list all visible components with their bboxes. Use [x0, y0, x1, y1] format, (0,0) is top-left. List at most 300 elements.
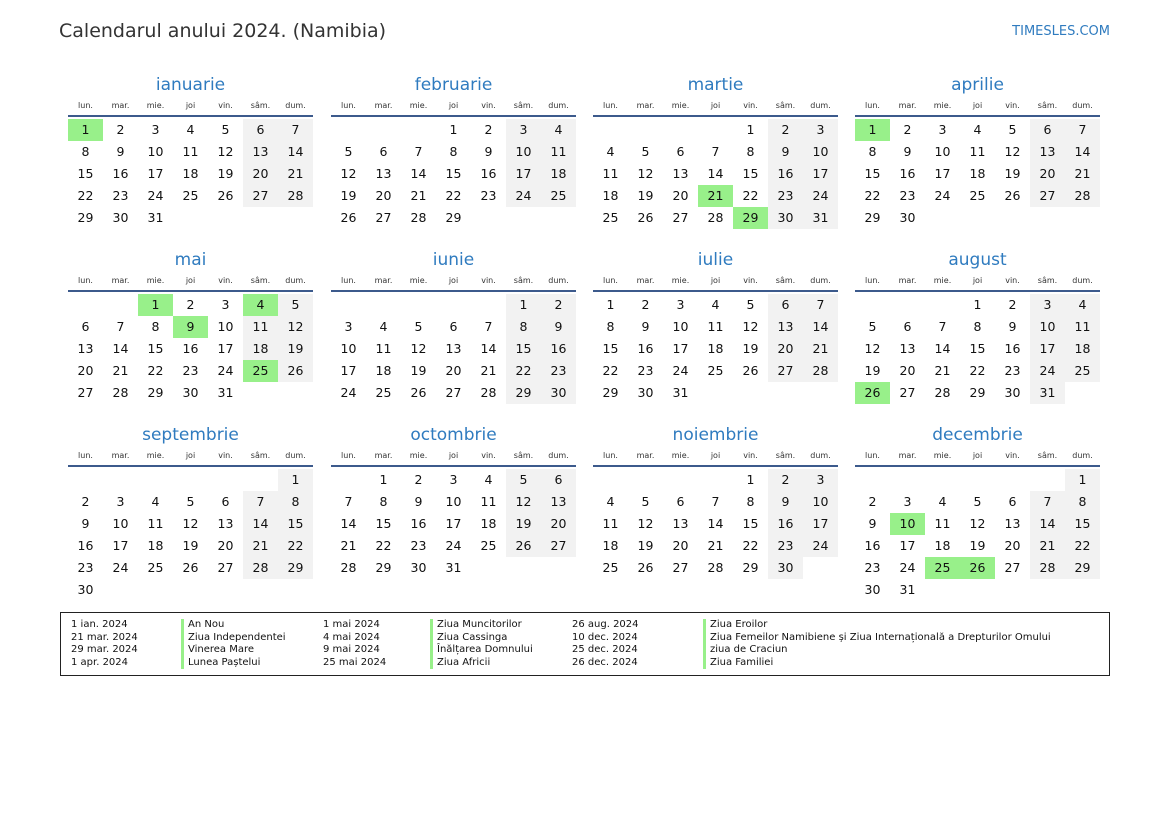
day-cell[interactable]: 11 [602, 166, 619, 181]
day-cell[interactable]: 24 [445, 538, 462, 553]
day-cell[interactable]: 3 [676, 297, 685, 312]
day-cell[interactable]: 28 [934, 385, 951, 400]
day-cell[interactable]: 13 [672, 516, 689, 531]
day-cell[interactable]: 4 [151, 494, 160, 509]
day-cell[interactable]: 2 [1008, 297, 1017, 312]
day-cell[interactable]: 3 [449, 472, 458, 487]
day-cell[interactable]: 2 [641, 297, 650, 312]
day-cell[interactable]: 14 [112, 341, 129, 356]
day-cell[interactable]: 30 [410, 560, 427, 575]
day-cell[interactable]: 10 [1030, 316, 1065, 338]
day-cell[interactable]: 29 [375, 560, 392, 575]
day-cell[interactable]: 5 [1008, 122, 1017, 137]
holiday-day[interactable]: 25 [925, 557, 960, 579]
day-cell[interactable]: 20 [217, 538, 234, 553]
day-cell[interactable]: 13 [768, 316, 803, 338]
day-cell[interactable]: 5 [414, 319, 423, 334]
day-cell[interactable]: 8 [506, 316, 541, 338]
day-cell[interactable]: 9 [414, 494, 423, 509]
day-cell[interactable]: 22 [602, 363, 619, 378]
day-cell[interactable]: 28 [243, 557, 278, 579]
day-cell[interactable]: 6 [1030, 119, 1065, 141]
day-cell[interactable]: 31 [899, 582, 916, 597]
day-cell[interactable]: 15 [742, 516, 759, 531]
day-cell[interactable]: 15 [602, 341, 619, 356]
day-cell[interactable]: 9 [768, 141, 803, 163]
day-cell[interactable]: 28 [1030, 557, 1065, 579]
day-cell[interactable]: 17 [899, 538, 916, 553]
day-cell[interactable]: 26 [278, 360, 313, 382]
day-cell[interactable]: 11 [541, 141, 576, 163]
day-cell[interactable]: 13 [445, 341, 462, 356]
day-cell[interactable]: 2 [903, 122, 912, 137]
day-cell[interactable]: 26 [217, 188, 234, 203]
day-cell[interactable]: 10 [803, 141, 838, 163]
day-cell[interactable]: 22 [864, 188, 881, 203]
day-cell[interactable]: 9 [484, 144, 493, 159]
day-cell[interactable]: 29 [864, 210, 881, 225]
day-cell[interactable]: 31 [147, 210, 164, 225]
day-cell[interactable]: 14 [340, 516, 357, 531]
day-cell[interactable]: 6 [449, 319, 458, 334]
day-cell[interactable]: 4 [606, 494, 615, 509]
day-cell[interactable]: 5 [221, 122, 230, 137]
day-cell[interactable]: 27 [1004, 560, 1021, 575]
day-cell[interactable]: 6 [903, 319, 912, 334]
day-cell[interactable]: 16 [480, 166, 497, 181]
day-cell[interactable]: 25 [375, 385, 392, 400]
day-cell[interactable]: 8 [379, 494, 388, 509]
holiday-day[interactable]: 10 [890, 513, 925, 535]
day-cell[interactable]: 29 [278, 557, 313, 579]
day-cell[interactable]: 25 [182, 188, 199, 203]
day-cell[interactable]: 4 [938, 494, 947, 509]
day-cell[interactable]: 18 [934, 538, 951, 553]
day-cell[interactable]: 21 [410, 188, 427, 203]
day-cell[interactable]: 13 [899, 341, 916, 356]
day-cell[interactable]: 1 [278, 469, 313, 491]
day-cell[interactable]: 26 [637, 560, 654, 575]
day-cell[interactable]: 18 [480, 516, 497, 531]
day-cell[interactable]: 10 [934, 144, 951, 159]
day-cell[interactable]: 28 [410, 210, 427, 225]
day-cell[interactable]: 10 [803, 491, 838, 513]
day-cell[interactable]: 4 [606, 144, 615, 159]
day-cell[interactable]: 21 [278, 163, 313, 185]
day-cell[interactable]: 23 [864, 560, 881, 575]
day-cell[interactable]: 15 [77, 166, 94, 181]
day-cell[interactable]: 1 [506, 294, 541, 316]
day-cell[interactable]: 16 [1004, 341, 1021, 356]
day-cell[interactable]: 24 [506, 185, 541, 207]
day-cell[interactable]: 24 [672, 363, 689, 378]
day-cell[interactable]: 22 [375, 538, 392, 553]
day-cell[interactable]: 20 [1004, 538, 1021, 553]
day-cell[interactable]: 30 [864, 582, 881, 597]
day-cell[interactable]: 11 [182, 144, 199, 159]
day-cell[interactable]: 31 [217, 385, 234, 400]
day-cell[interactable]: 10 [445, 494, 462, 509]
day-cell[interactable]: 29 [77, 210, 94, 225]
day-cell[interactable]: 6 [541, 469, 576, 491]
day-cell[interactable]: 2 [541, 294, 576, 316]
day-cell[interactable]: 25 [969, 188, 986, 203]
day-cell[interactable]: 27 [672, 210, 689, 225]
holiday-day[interactable]: 25 [243, 360, 278, 382]
day-cell[interactable]: 23 [480, 188, 497, 203]
day-cell[interactable]: 11 [1065, 316, 1100, 338]
day-cell[interactable]: 23 [1004, 363, 1021, 378]
day-cell[interactable]: 15 [506, 338, 541, 360]
day-cell[interactable]: 12 [278, 316, 313, 338]
day-cell[interactable]: 26 [742, 363, 759, 378]
day-cell[interactable]: 1 [973, 297, 982, 312]
day-cell[interactable]: 24 [1030, 360, 1065, 382]
day-cell[interactable]: 22 [77, 188, 94, 203]
day-cell[interactable]: 3 [803, 469, 838, 491]
day-cell[interactable]: 19 [742, 341, 759, 356]
day-cell[interactable]: 1 [746, 472, 755, 487]
holiday-day[interactable]: 1 [138, 294, 173, 316]
day-cell[interactable]: 25 [541, 185, 576, 207]
day-cell[interactable]: 15 [1065, 513, 1100, 535]
day-cell[interactable]: 21 [1030, 535, 1065, 557]
day-cell[interactable]: 4 [541, 119, 576, 141]
day-cell[interactable]: 1 [1065, 469, 1100, 491]
day-cell[interactable]: 13 [243, 141, 278, 163]
day-cell[interactable]: 29 [742, 560, 759, 575]
day-cell[interactable]: 15 [742, 166, 759, 181]
day-cell[interactable]: 14 [707, 166, 724, 181]
day-cell[interactable]: 7 [1030, 491, 1065, 513]
day-cell[interactable]: 3 [344, 319, 353, 334]
holiday-day[interactable]: 1 [68, 119, 103, 141]
day-cell[interactable]: 24 [899, 560, 916, 575]
day-cell[interactable]: 24 [803, 185, 838, 207]
day-cell[interactable]: 19 [217, 166, 234, 181]
day-cell[interactable]: 8 [746, 144, 755, 159]
day-cell[interactable]: 20 [1030, 163, 1065, 185]
day-cell[interactable]: 14 [480, 341, 497, 356]
day-cell[interactable]: 1 [379, 472, 388, 487]
day-cell[interactable]: 30 [1004, 385, 1021, 400]
day-cell[interactable]: 16 [541, 338, 576, 360]
day-cell[interactable]: 11 [707, 319, 724, 334]
day-cell[interactable]: 3 [903, 494, 912, 509]
day-cell[interactable]: 26 [637, 210, 654, 225]
day-cell[interactable]: 5 [868, 319, 877, 334]
day-cell[interactable]: 14 [803, 316, 838, 338]
day-cell[interactable]: 11 [934, 516, 951, 531]
day-cell[interactable]: 1 [606, 297, 615, 312]
day-cell[interactable]: 21 [803, 338, 838, 360]
day-cell[interactable]: 17 [803, 163, 838, 185]
day-cell[interactable]: 16 [182, 341, 199, 356]
day-cell[interactable]: 9 [541, 316, 576, 338]
day-cell[interactable]: 5 [278, 294, 313, 316]
day-cell[interactable]: 31 [1030, 382, 1065, 404]
day-cell[interactable]: 20 [243, 163, 278, 185]
day-cell[interactable]: 29 [147, 385, 164, 400]
day-cell[interactable]: 19 [864, 363, 881, 378]
day-cell[interactable]: 19 [637, 188, 654, 203]
day-cell[interactable]: 29 [602, 385, 619, 400]
day-cell[interactable]: 17 [112, 538, 129, 553]
day-cell[interactable]: 15 [147, 341, 164, 356]
day-cell[interactable]: 4 [711, 297, 720, 312]
day-cell[interactable]: 19 [410, 363, 427, 378]
day-cell[interactable]: 16 [768, 163, 803, 185]
day-cell[interactable]: 14 [278, 141, 313, 163]
day-cell[interactable]: 6 [676, 144, 685, 159]
day-cell[interactable]: 16 [768, 513, 803, 535]
day-cell[interactable]: 23 [768, 185, 803, 207]
day-cell[interactable]: 11 [243, 316, 278, 338]
day-cell[interactable]: 29 [1065, 557, 1100, 579]
day-cell[interactable]: 27 [243, 185, 278, 207]
day-cell[interactable]: 17 [672, 341, 689, 356]
holiday-day[interactable]: 26 [855, 382, 890, 404]
day-cell[interactable]: 13 [77, 341, 94, 356]
day-cell[interactable]: 13 [1030, 141, 1065, 163]
day-cell[interactable]: 16 [864, 538, 881, 553]
holiday-day[interactable]: 9 [173, 316, 208, 338]
day-cell[interactable]: 12 [969, 516, 986, 531]
day-cell[interactable]: 28 [278, 185, 313, 207]
day-cell[interactable]: 31 [445, 560, 462, 575]
day-cell[interactable]: 6 [768, 294, 803, 316]
day-cell[interactable]: 2 [768, 469, 803, 491]
day-cell[interactable]: 12 [340, 166, 357, 181]
day-cell[interactable]: 11 [602, 516, 619, 531]
day-cell[interactable]: 24 [147, 188, 164, 203]
day-cell[interactable]: 19 [182, 538, 199, 553]
day-cell[interactable]: 2 [81, 494, 90, 509]
day-cell[interactable]: 15 [278, 513, 313, 535]
day-cell[interactable]: 25 [602, 210, 619, 225]
day-cell[interactable]: 3 [151, 122, 160, 137]
day-cell[interactable]: 5 [186, 494, 195, 509]
day-cell[interactable]: 19 [278, 338, 313, 360]
day-cell[interactable]: 6 [676, 494, 685, 509]
day-cell[interactable]: 27 [217, 560, 234, 575]
day-cell[interactable]: 6 [243, 119, 278, 141]
day-cell[interactable]: 7 [938, 319, 947, 334]
day-cell[interactable]: 18 [182, 166, 199, 181]
day-cell[interactable]: 16 [112, 166, 129, 181]
day-cell[interactable]: 19 [506, 513, 541, 535]
day-cell[interactable]: 15 [969, 341, 986, 356]
day-cell[interactable]: 30 [899, 210, 916, 225]
day-cell[interactable]: 26 [340, 210, 357, 225]
day-cell[interactable]: 7 [414, 144, 423, 159]
day-cell[interactable]: 22 [445, 188, 462, 203]
day-cell[interactable]: 13 [541, 491, 576, 513]
day-cell[interactable]: 18 [602, 188, 619, 203]
day-cell[interactable]: 29 [445, 210, 462, 225]
day-cell[interactable]: 10 [340, 341, 357, 356]
day-cell[interactable]: 24 [803, 535, 838, 557]
day-cell[interactable]: 12 [182, 516, 199, 531]
day-cell[interactable]: 4 [484, 472, 493, 487]
day-cell[interactable]: 17 [506, 163, 541, 185]
day-cell[interactable]: 28 [340, 560, 357, 575]
day-cell[interactable]: 14 [1065, 141, 1100, 163]
day-cell[interactable]: 4 [1065, 294, 1100, 316]
day-cell[interactable]: 6 [221, 494, 230, 509]
day-cell[interactable]: 29 [969, 385, 986, 400]
day-cell[interactable]: 22 [278, 535, 313, 557]
day-cell[interactable]: 14 [707, 516, 724, 531]
day-cell[interactable]: 14 [243, 513, 278, 535]
holiday-day[interactable]: 1 [855, 119, 890, 141]
day-cell[interactable]: 14 [934, 341, 951, 356]
day-cell[interactable]: 3 [1030, 294, 1065, 316]
day-cell[interactable]: 18 [1065, 338, 1100, 360]
day-cell[interactable]: 6 [379, 144, 388, 159]
day-cell[interactable]: 9 [1008, 319, 1017, 334]
day-cell[interactable]: 17 [1030, 338, 1065, 360]
day-cell[interactable]: 23 [410, 538, 427, 553]
day-cell[interactable]: 20 [672, 538, 689, 553]
day-cell[interactable]: 18 [147, 538, 164, 553]
day-cell[interactable]: 21 [1065, 163, 1100, 185]
day-cell[interactable]: 25 [480, 538, 497, 553]
day-cell[interactable]: 5 [641, 494, 650, 509]
day-cell[interactable]: 22 [969, 363, 986, 378]
day-cell[interactable]: 13 [672, 166, 689, 181]
day-cell[interactable]: 12 [637, 166, 654, 181]
day-cell[interactable]: 20 [899, 363, 916, 378]
day-cell[interactable]: 22 [742, 188, 759, 203]
day-cell[interactable]: 11 [969, 144, 986, 159]
day-cell[interactable]: 22 [1065, 535, 1100, 557]
day-cell[interactable]: 27 [899, 385, 916, 400]
day-cell[interactable]: 4 [186, 122, 195, 137]
holiday-day[interactable]: 29 [733, 207, 768, 229]
day-cell[interactable]: 4 [973, 122, 982, 137]
day-cell[interactable]: 3 [506, 119, 541, 141]
day-cell[interactable]: 20 [77, 363, 94, 378]
day-cell[interactable]: 30 [768, 557, 803, 579]
day-cell[interactable]: 8 [81, 144, 90, 159]
day-cell[interactable]: 22 [147, 363, 164, 378]
day-cell[interactable]: 30 [541, 382, 576, 404]
day-cell[interactable]: 22 [506, 360, 541, 382]
day-cell[interactable]: 12 [637, 516, 654, 531]
day-cell[interactable]: 13 [217, 516, 234, 531]
day-cell[interactable]: 4 [379, 319, 388, 334]
day-cell[interactable]: 15 [864, 166, 881, 181]
day-cell[interactable]: 30 [112, 210, 129, 225]
day-cell[interactable]: 27 [768, 360, 803, 382]
day-cell[interactable]: 30 [768, 207, 803, 229]
day-cell[interactable]: 11 [147, 516, 164, 531]
day-cell[interactable]: 9 [116, 144, 125, 159]
holiday-day[interactable]: 21 [698, 185, 733, 207]
day-cell[interactable]: 18 [243, 338, 278, 360]
day-cell[interactable]: 8 [1065, 491, 1100, 513]
day-cell[interactable]: 23 [637, 363, 654, 378]
day-cell[interactable]: 21 [480, 363, 497, 378]
day-cell[interactable]: 18 [602, 538, 619, 553]
day-cell[interactable]: 31 [803, 207, 838, 229]
day-cell[interactable]: 20 [445, 363, 462, 378]
day-cell[interactable]: 1 [449, 122, 458, 137]
day-cell[interactable]: 15 [445, 166, 462, 181]
day-cell[interactable]: 7 [278, 119, 313, 141]
day-cell[interactable]: 25 [1065, 360, 1100, 382]
day-cell[interactable]: 20 [672, 188, 689, 203]
day-cell[interactable]: 5 [506, 469, 541, 491]
day-cell[interactable]: 28 [707, 560, 724, 575]
day-cell[interactable]: 19 [637, 538, 654, 553]
day-cell[interactable]: 6 [81, 319, 90, 334]
day-cell[interactable]: 28 [803, 360, 838, 382]
day-cell[interactable]: 15 [375, 516, 392, 531]
day-cell[interactable]: 26 [506, 535, 541, 557]
day-cell[interactable]: 27 [375, 210, 392, 225]
day-cell[interactable]: 16 [77, 538, 94, 553]
day-cell[interactable]: 27 [445, 385, 462, 400]
day-cell[interactable]: 24 [112, 560, 129, 575]
day-cell[interactable]: 10 [506, 141, 541, 163]
day-cell[interactable]: 2 [186, 297, 195, 312]
day-cell[interactable]: 17 [340, 363, 357, 378]
day-cell[interactable]: 16 [899, 166, 916, 181]
day-cell[interactable]: 1 [746, 122, 755, 137]
day-cell[interactable]: 17 [445, 516, 462, 531]
day-cell[interactable]: 30 [637, 385, 654, 400]
day-cell[interactable]: 29 [506, 382, 541, 404]
day-cell[interactable]: 8 [746, 494, 755, 509]
day-cell[interactable]: 14 [1030, 513, 1065, 535]
day-cell[interactable]: 7 [344, 494, 353, 509]
day-cell[interactable]: 16 [410, 516, 427, 531]
day-cell[interactable]: 5 [344, 144, 353, 159]
day-cell[interactable]: 9 [641, 319, 650, 334]
day-cell[interactable]: 9 [868, 516, 877, 531]
day-cell[interactable]: 2 [768, 119, 803, 141]
day-cell[interactable]: 3 [221, 297, 230, 312]
day-cell[interactable]: 3 [803, 119, 838, 141]
day-cell[interactable]: 7 [803, 294, 838, 316]
day-cell[interactable]: 12 [410, 341, 427, 356]
day-cell[interactable]: 17 [217, 341, 234, 356]
day-cell[interactable]: 5 [746, 297, 755, 312]
day-cell[interactable]: 18 [969, 166, 986, 181]
day-cell[interactable]: 21 [707, 538, 724, 553]
day-cell[interactable]: 27 [672, 560, 689, 575]
day-cell[interactable]: 27 [541, 535, 576, 557]
day-cell[interactable]: 5 [641, 144, 650, 159]
day-cell[interactable]: 26 [182, 560, 199, 575]
day-cell[interactable]: 2 [484, 122, 493, 137]
day-cell[interactable]: 11 [480, 494, 497, 509]
day-cell[interactable]: 27 [1030, 185, 1065, 207]
day-cell[interactable]: 2 [116, 122, 125, 137]
day-cell[interactable]: 21 [340, 538, 357, 553]
day-cell[interactable]: 31 [672, 385, 689, 400]
day-cell[interactable]: 2 [414, 472, 423, 487]
day-cell[interactable]: 19 [340, 188, 357, 203]
day-cell[interactable]: 17 [803, 513, 838, 535]
day-cell[interactable]: 12 [1004, 144, 1021, 159]
day-cell[interactable]: 25 [707, 363, 724, 378]
day-cell[interactable]: 30 [182, 385, 199, 400]
day-cell[interactable]: 13 [1004, 516, 1021, 531]
day-cell[interactable]: 28 [1065, 185, 1100, 207]
